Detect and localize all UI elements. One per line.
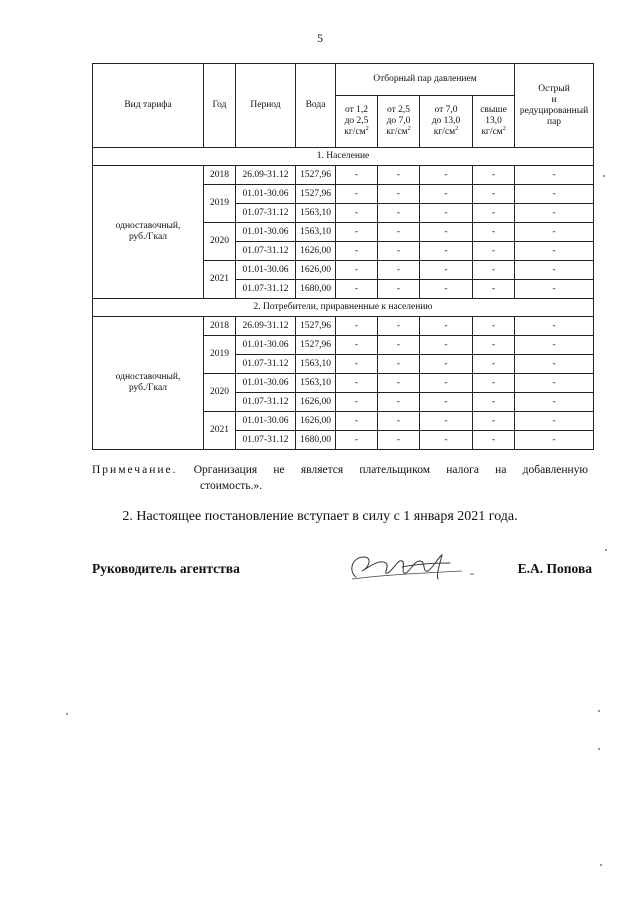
header-sharp-steam: [515, 64, 594, 148]
empty-value-cell: -: [336, 185, 378, 204]
signature-block: [92, 555, 592, 595]
empty-value-cell: -: [420, 223, 473, 242]
header-steam-line: свыше: [480, 105, 507, 115]
empty-value-cell: -: [473, 242, 515, 261]
year-cell: 2021: [204, 412, 236, 450]
header-steam-line: до 7,0: [386, 116, 411, 126]
year-cell: 2019: [204, 336, 236, 374]
empty-value-cell: -: [336, 374, 378, 393]
empty-value-cell: -: [336, 166, 378, 185]
header-sharp-line: пар: [547, 116, 562, 127]
empty-value-cell: -: [473, 204, 515, 223]
year-cell: 2020: [204, 374, 236, 412]
header-steam-pressure: [420, 96, 473, 148]
empty-value-cell: -: [378, 374, 420, 393]
header-steam-unit: [336, 127, 377, 138]
empty-value-cell: -: [336, 393, 378, 412]
water-tariff-cell: 1563,10: [296, 223, 336, 242]
note-word: налога: [446, 464, 479, 476]
note-word: является: [300, 464, 344, 476]
header-steam-line: 13,0: [485, 116, 502, 126]
empty-value-cell: -: [378, 166, 420, 185]
header-sharp-line: редуцированный: [519, 105, 589, 116]
period-cell: 01.01-30.06: [236, 261, 296, 280]
table-row: [93, 166, 594, 185]
empty-value-cell: -: [336, 223, 378, 242]
signer-name: Е.А. Попова: [517, 561, 592, 576]
empty-value-cell: -: [378, 412, 420, 431]
period-cell: 01.07-31.12: [236, 355, 296, 374]
note: [92, 462, 588, 494]
year-cell: 2021: [204, 261, 236, 299]
empty-value-cell: -: [473, 280, 515, 299]
section-title: 2. Потребители, приравненные к населению: [93, 299, 594, 317]
header-steam-line: до 13,0: [431, 116, 461, 126]
unit-text: кг/см: [344, 127, 366, 137]
empty-value-cell: -: [378, 185, 420, 204]
header-sharp-line: и: [551, 94, 557, 105]
period-cell: 01.01-30.06: [236, 412, 296, 431]
empty-value-cell: -: [378, 204, 420, 223]
effective-date-clause: 2. Настоящее постановление вступает в силу с 1 января 2021 года.: [122, 509, 518, 524]
header-steam-pressure: [473, 96, 515, 148]
empty-value-cell: -: [378, 317, 420, 336]
empty-value-cell: -: [473, 336, 515, 355]
water-tariff-cell: 1563,10: [296, 204, 336, 223]
period-cell: 01.01-30.06: [236, 336, 296, 355]
year-cell: 2018: [204, 317, 236, 336]
empty-value-cell: -: [420, 355, 473, 374]
scan-speck: [603, 175, 605, 177]
section-row: [93, 148, 594, 166]
empty-value-cell: -: [336, 412, 378, 431]
tariff-type-line: руб./Гкал: [128, 232, 168, 242]
empty-value-cell: -: [378, 242, 420, 261]
period-cell: 01.01-30.06: [236, 185, 296, 204]
empty-value-cell: -: [420, 204, 473, 223]
empty-value-cell: -: [378, 393, 420, 412]
empty-value-cell: -: [473, 166, 515, 185]
empty-value-cell: -: [336, 204, 378, 223]
header-steam-line: до 2,5: [344, 116, 369, 126]
water-tariff-cell: 1626,00: [296, 393, 336, 412]
tariff-type-line: одноставочный,: [115, 372, 181, 382]
handwritten-signature: [342, 549, 482, 589]
empty-value-cell: -: [420, 336, 473, 355]
unit-superscript: 2: [455, 125, 459, 132]
signer-title: Руководитель агентства: [92, 561, 240, 576]
period-cell: 01.07-31.12: [236, 393, 296, 412]
period-cell: 26.09-31.12: [236, 166, 296, 185]
empty-value-cell: -: [515, 204, 594, 223]
tariff-type-line: одноставочный,: [115, 221, 181, 231]
header-steam-line: от 1,2: [344, 105, 369, 115]
water-tariff-cell: 1626,00: [296, 242, 336, 261]
empty-value-cell: -: [515, 280, 594, 299]
scan-speck: [598, 710, 600, 712]
header-steam-line: от 2,5: [386, 105, 411, 115]
empty-value-cell: -: [473, 317, 515, 336]
header-steam-unit: [378, 127, 419, 138]
header-steam-line: от 7,0: [434, 105, 458, 115]
empty-value-cell: -: [336, 431, 378, 450]
empty-value-cell: -: [473, 431, 515, 450]
note-line: [92, 462, 588, 478]
section-row: [93, 299, 594, 317]
scan-speck: [600, 864, 602, 866]
note-word: Организация: [193, 464, 258, 476]
section-title: 1. Население: [93, 148, 594, 166]
empty-value-cell: -: [336, 355, 378, 374]
scan-speck: [66, 713, 68, 715]
empty-value-cell: -: [515, 261, 594, 280]
empty-value-cell: -: [378, 336, 420, 355]
scan-speck: [605, 549, 607, 551]
period-cell: 01.07-31.12: [236, 204, 296, 223]
empty-value-cell: -: [515, 242, 594, 261]
header-tariff-type: Вид тарифа: [93, 64, 204, 148]
empty-value-cell: -: [515, 393, 594, 412]
tariff-type-cell: [93, 317, 204, 450]
empty-value-cell: -: [378, 431, 420, 450]
empty-value-cell: -: [378, 355, 420, 374]
water-tariff-cell: 1626,00: [296, 412, 336, 431]
water-tariff-cell: 1680,00: [296, 280, 336, 299]
period-cell: 26.09-31.12: [236, 317, 296, 336]
empty-value-cell: -: [336, 261, 378, 280]
period-cell: 01.07-31.12: [236, 431, 296, 450]
header-steam-group: Отборный пар давлением: [336, 64, 515, 96]
empty-value-cell: -: [420, 374, 473, 393]
note-word: на: [495, 464, 507, 476]
empty-value-cell: -: [378, 280, 420, 299]
header-year: Год: [204, 64, 236, 148]
empty-value-cell: -: [515, 223, 594, 242]
water-tariff-cell: 1626,00: [296, 261, 336, 280]
empty-value-cell: -: [420, 242, 473, 261]
water-tariff-cell: 1563,10: [296, 355, 336, 374]
empty-value-cell: -: [473, 355, 515, 374]
empty-value-cell: -: [378, 223, 420, 242]
empty-value-cell: -: [515, 166, 594, 185]
unit-text: кг/см: [433, 127, 456, 137]
empty-value-cell: -: [473, 185, 515, 204]
water-tariff-cell: 1680,00: [296, 431, 336, 450]
empty-value-cell: -: [336, 242, 378, 261]
unit-superscript: 2: [365, 125, 369, 132]
empty-value-cell: -: [420, 317, 473, 336]
empty-value-cell: -: [473, 261, 515, 280]
empty-value-cell: -: [420, 261, 473, 280]
empty-value-cell: -: [515, 412, 594, 431]
empty-value-cell: -: [378, 261, 420, 280]
unit-superscript: 2: [407, 125, 411, 132]
header-sharp-line: Острый: [538, 83, 570, 94]
header-steam-unit: [420, 127, 472, 138]
empty-value-cell: -: [420, 166, 473, 185]
empty-value-cell: -: [336, 317, 378, 336]
tariff-type-line: руб./Гкал: [128, 383, 168, 393]
empty-value-cell: -: [336, 280, 378, 299]
period-cell: 01.01-30.06: [236, 223, 296, 242]
empty-value-cell: -: [473, 223, 515, 242]
empty-value-cell: -: [515, 374, 594, 393]
scan-speck: [598, 748, 600, 750]
tariff-table: [92, 63, 594, 450]
note-word: плательщиком: [359, 464, 431, 476]
empty-value-cell: -: [420, 431, 473, 450]
water-tariff-cell: 1527,96: [296, 185, 336, 204]
table-row: [93, 317, 594, 336]
empty-value-cell: -: [420, 185, 473, 204]
note-label: Примечание.: [92, 464, 178, 476]
water-tariff-cell: 1563,10: [296, 374, 336, 393]
period-cell: 01.07-31.12: [236, 280, 296, 299]
water-tariff-cell: 1527,96: [296, 166, 336, 185]
header-water: Вода: [296, 64, 336, 148]
empty-value-cell: -: [515, 336, 594, 355]
water-tariff-cell: 1527,96: [296, 336, 336, 355]
empty-value-cell: -: [420, 280, 473, 299]
empty-value-cell: -: [473, 412, 515, 431]
year-cell: 2019: [204, 185, 236, 223]
year-cell: 2020: [204, 223, 236, 261]
period-cell: 01.01-30.06: [236, 374, 296, 393]
note-word: не: [273, 464, 285, 476]
empty-value-cell: -: [420, 412, 473, 431]
header-period: Период: [236, 64, 296, 148]
header-steam-pressure: [378, 96, 420, 148]
empty-value-cell: -: [473, 393, 515, 412]
note-line-2: стоимость.».: [200, 480, 263, 492]
empty-value-cell: -: [336, 336, 378, 355]
signature-dash: -: [470, 566, 474, 580]
header-steam-unit: [473, 127, 514, 138]
header-steam-pressure: [336, 96, 378, 148]
note-word: добавленную: [522, 464, 588, 476]
empty-value-cell: -: [515, 317, 594, 336]
unit-text: кг/см: [481, 127, 503, 137]
year-cell: 2018: [204, 166, 236, 185]
unit-text: кг/см: [386, 127, 408, 137]
empty-value-cell: -: [420, 393, 473, 412]
empty-value-cell: -: [515, 355, 594, 374]
water-tariff-cell: 1527,96: [296, 317, 336, 336]
period-cell: 01.07-31.12: [236, 242, 296, 261]
page-number: 5: [317, 31, 323, 45]
unit-superscript: 2: [502, 125, 506, 132]
empty-value-cell: -: [515, 431, 594, 450]
empty-value-cell: -: [473, 374, 515, 393]
tariff-type-cell: [93, 166, 204, 299]
empty-value-cell: -: [515, 185, 594, 204]
